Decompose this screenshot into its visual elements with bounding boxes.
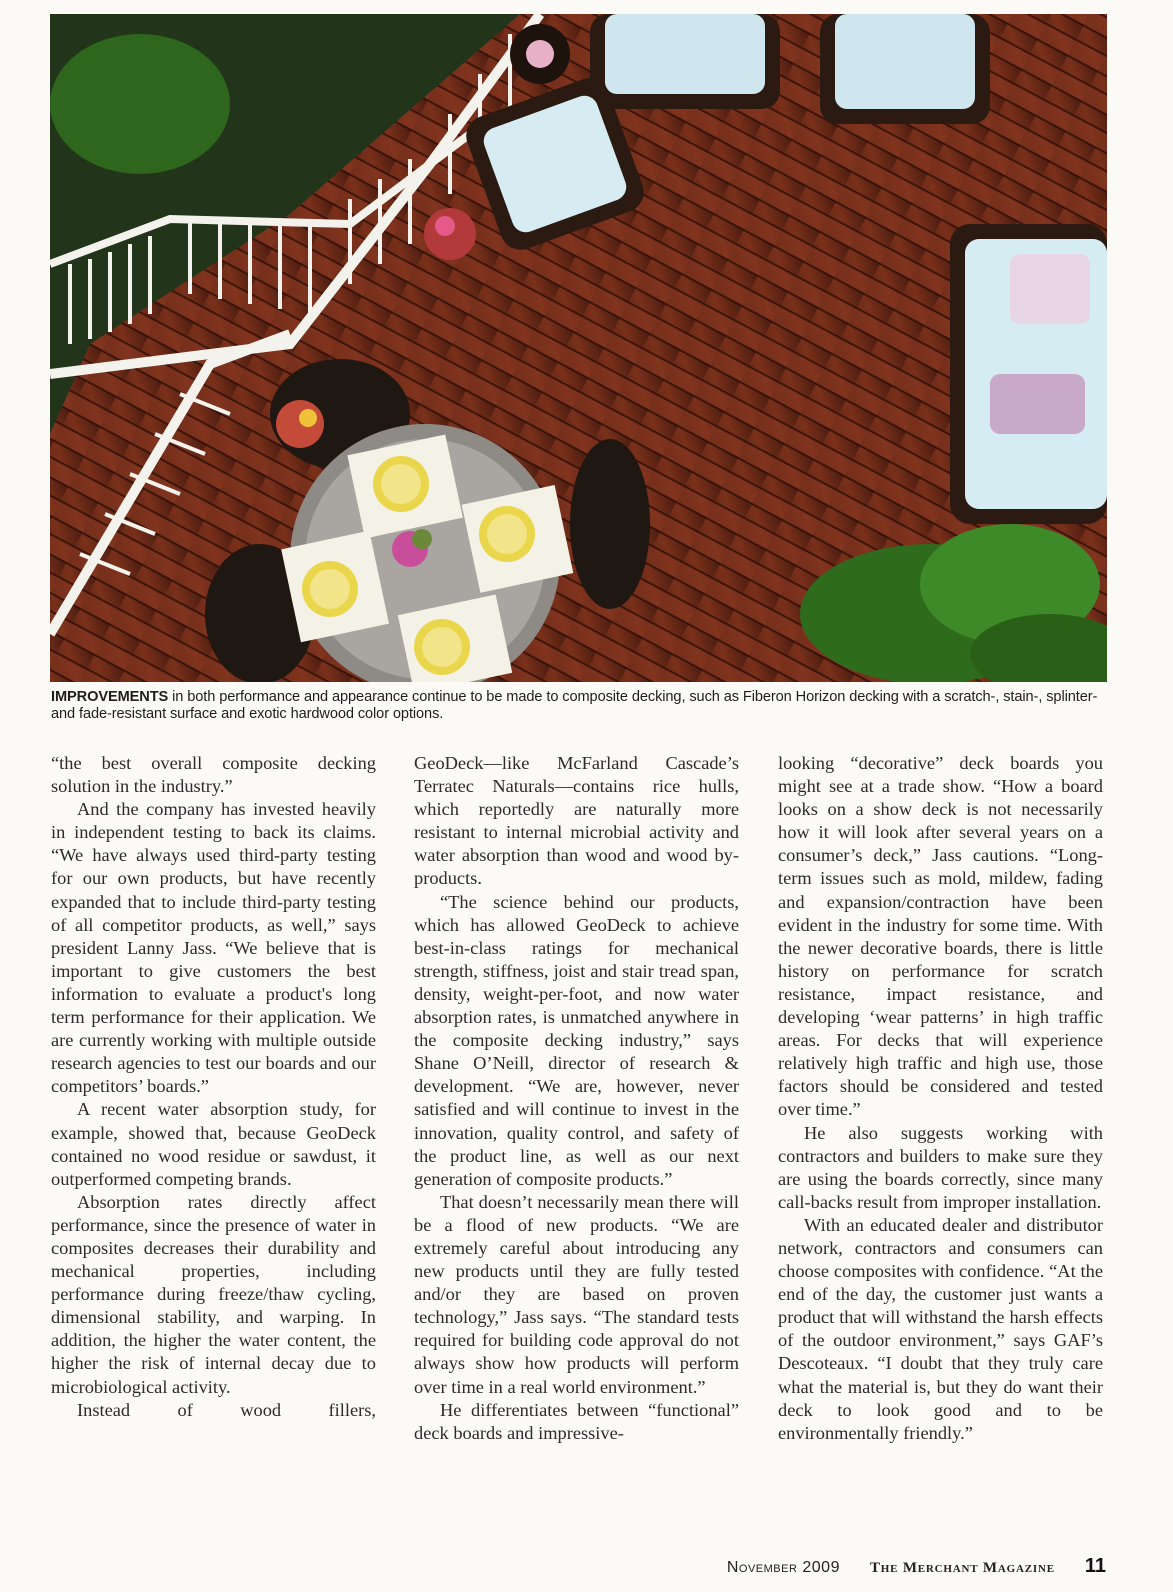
issue-date: November 2009 xyxy=(726,1559,840,1576)
paragraph: With an educated dealer and distributor network, contractors and consumers can choose composites with confidence. “At the end of the day, the customer just wants a product that will withstand the harsh effects of the outdoor environment,” says GAF’s Descoteaux. “I doubt that they truly care what the material is, but they do want their deck to look good and to be environmentally friendly.” xyxy=(778,1214,1103,1443)
article-column-1 xyxy=(51,752,376,1422)
caption-text: in both performance and appearance continue to be made to composite decking, such as Fiberon Horizon decking with a scratch-, stain-, splinter- and fade-resistant surface and exotic hardwood color options. xyxy=(51,689,1098,722)
paragraph: He differentiates between “functional” deck boards and impressive- xyxy=(414,1399,739,1443)
paragraph: GeoDeck—like McFarland Cascade’s Terratec Naturals—contains rice hulls, which reportedly are naturally more resistant to internal microbial activity and water absorption than wood and wood by-products. xyxy=(414,753,739,889)
paragraph: looking “decorative” deck boards you might see at a trade show. “How a board looks on a show deck is not necessarily how it will look after several years on a consumer’s deck,” Jass cautions. “Long-term issues such as mold, mildew, fading and expansion/contraction have been evident in the industry for some time. With the newer decorative boards, there is little history on performance for scratch resistance, impact resistance, and developing ‘wear patterns’ in high traffic areas. For decks that will experience relatively high traffic and high use, those factors should be considered and tested over time.” xyxy=(778,753,1103,1120)
paragraph: That doesn’t necessarily mean there will be a flood of new products. “We are extremely careful about introducing any new products until they are fully tested and/or they are based on proven technology,” Jass says. “The standard tests required for building code approval do not always show how products will perform over time in a real world environment.” xyxy=(414,1191,739,1397)
article-column-3 xyxy=(778,752,1103,1445)
article-column-2 xyxy=(414,752,739,1445)
deck-photo xyxy=(50,14,1107,682)
paragraph: And the company has invested heavily in independent testing to back its claims. “We have always used third-party testing for our own products, but have recently expanded that to include third-party testing of all competitor products, as well,” says president Lanny Jass. “We believe that is important to give customers the best information to evaluate a product's long term performance for their application. We are currently working with multiple outside research agencies to test our boards and our competitors’ boards.” xyxy=(51,799,376,1097)
paragraph: He also suggests working with contractors and builders to make sure they are using the boards correctly, since many call-backs result from improper installation. xyxy=(778,1122,1103,1212)
deck-illustration xyxy=(50,14,1107,682)
page-footer xyxy=(727,1555,1106,1578)
magazine-name: The Merchant Magazine xyxy=(869,1560,1055,1576)
paragraph: “the best overall composite decking solution in the industry.” xyxy=(51,753,376,797)
caption-lead: IMPROVEMENTS xyxy=(51,689,169,705)
sofa xyxy=(950,224,1107,524)
paragraph: “The science behind our products, which has allowed GeoDeck to achieve best-in-class ratings for mechanical strength, stiffness, joist and stair tread span, density, weight-per-foot, and now water absorption rates, is unmatched anywhere in the composite decking industry,” says Shane O’Neill, director of research & development. “We are, however, never satisfied and will continue to invest in the innovation, quality control, and safety of the product line, as well as our next generation of composite products.” xyxy=(414,891,739,1189)
paragraph: Absorption rates directly affect performance, since the presence of water in composites decreases their durability and mechanical properties, including performance during freeze/thaw cycling, dimensional stability, and warping. In addition, the higher the water content, the higher the risk of internal decay due to microbiological activity. xyxy=(51,1191,376,1397)
paragraph: A recent water absorption study, for example, showed that, because GeoDeck contained no wood residue or sawdust, it outperformed competing brands. xyxy=(51,1099,376,1189)
photo-caption xyxy=(51,689,1111,723)
page-number: 11 xyxy=(1084,1555,1106,1577)
paragraph: Instead of wood fillers, xyxy=(77,1399,376,1420)
